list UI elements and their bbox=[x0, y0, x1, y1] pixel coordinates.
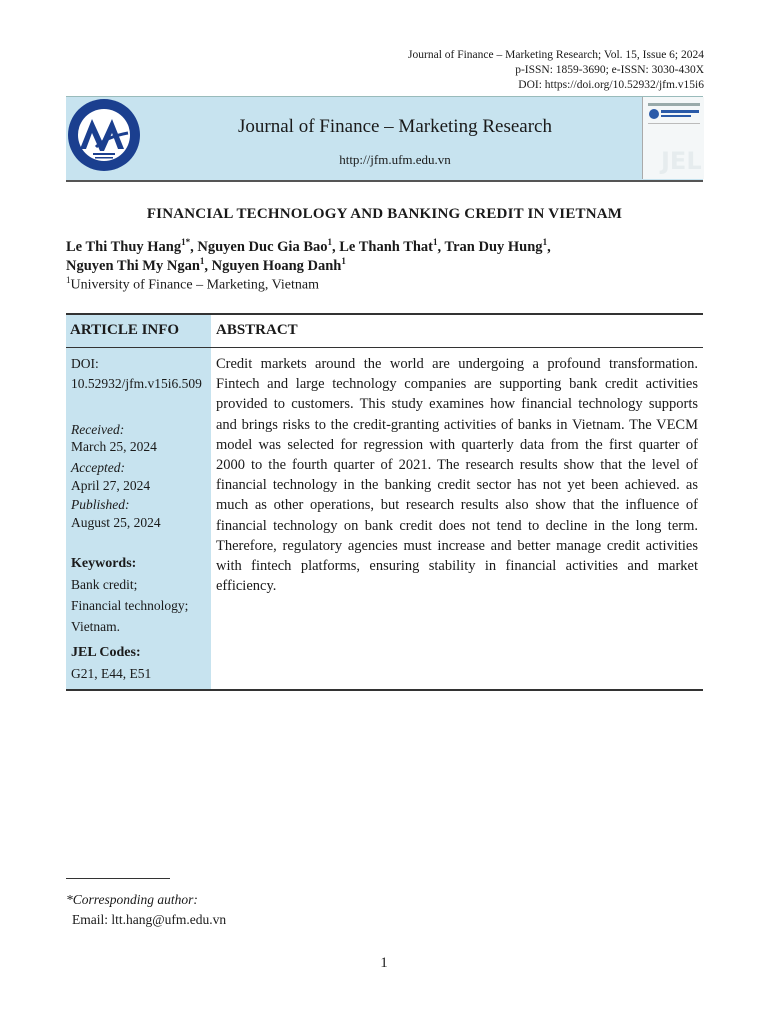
author-name: Nguyen Hoang Danh bbox=[211, 257, 342, 274]
journal-url[interactable]: http://jfm.ufm.edu.vn bbox=[339, 152, 451, 167]
author-affiliation-sup: 1 bbox=[341, 256, 346, 266]
jel-codes-value: G21, E44, E51 bbox=[71, 666, 152, 681]
journal-banner bbox=[66, 96, 703, 181]
received-date: March 25, 2024 bbox=[71, 439, 157, 454]
abstract-heading: ABSTRACT bbox=[216, 322, 298, 338]
author-name: Tran Duy Hung bbox=[444, 238, 543, 255]
journal-citation-line: Journal of Finance – Marketing Research; Vol. 15, Issue 6; 2024 bbox=[408, 49, 704, 61]
author-line-2 bbox=[66, 256, 346, 275]
accepted-label: Accepted: bbox=[71, 460, 125, 475]
received-label: Received: bbox=[71, 422, 125, 437]
banner-divider bbox=[66, 180, 703, 182]
svg-text:JEL: JEL bbox=[661, 147, 702, 175]
keywords-label: Keywords: bbox=[71, 556, 137, 571]
keyword-item: Financial technology; bbox=[71, 598, 189, 613]
author-separator: , bbox=[437, 238, 445, 255]
author-affiliation-sup: 1* bbox=[181, 237, 191, 247]
affiliation-sup: 1 bbox=[66, 275, 71, 285]
author-affiliation-sup: 1 bbox=[327, 237, 332, 247]
affiliation-text: University of Finance – Marketing, Vietnam bbox=[70, 277, 320, 293]
keyword-item: Vietnam. bbox=[71, 619, 121, 634]
published-date: August 25, 2024 bbox=[71, 515, 161, 530]
author-separator: , bbox=[204, 257, 212, 274]
published-label: Published: bbox=[71, 497, 130, 512]
paper-title: FINANCIAL TECHNOLOGY AND BANKING CREDIT IN VIETNAM bbox=[146, 206, 623, 222]
author-name: Le Thi Thuy Hang bbox=[66, 238, 182, 255]
author-name: Nguyen Duc Gia Bao bbox=[197, 238, 328, 255]
footnote-rule bbox=[66, 878, 170, 879]
article-info-heading: ARTICLE INFO bbox=[70, 322, 180, 338]
affiliation bbox=[66, 275, 319, 294]
page-number: 1 bbox=[380, 955, 388, 971]
abstract-text: Credit markets around the world are undergoing a profound transformation. Fintech and large technology companies are supporting bank credit activities provided to customers. This study examines how financial technology supports and brings risks to the credit-granting activities of banks in Vietnam. The VECM model was selected for regression with quarterly data from the first quarter of 2000 to the fourth quarter of 2021. The research results show that the level of financial technology in the banking credit sector has not yet been achieved. as much as other operations, but research results also show that the influence of financial technology on bank credit does not tend to decline in the long term. Therefore, regulatory agencies must increase and better manage credit activities with fintech platforms, ensuring stability in financial activities and market efficiency. bbox=[216, 356, 698, 595]
corresponding-author-label: *Corresponding author: bbox=[66, 892, 198, 907]
journal-cover-thumbnail-icon bbox=[642, 97, 704, 179]
doi-line: DOI: https://doi.org/10.52932/jfm.v15i6 bbox=[518, 79, 704, 91]
journal-title: Journal of Finance – Marketing Research bbox=[238, 116, 552, 137]
table-header-rule bbox=[66, 347, 703, 348]
author-name: Nguyen Thi My Ngan bbox=[66, 257, 200, 274]
author-affiliation-sup: 1 bbox=[542, 237, 548, 247]
author-line-1 bbox=[66, 237, 551, 256]
table-bottom-rule bbox=[66, 689, 703, 691]
author-name: Le Thanh That bbox=[339, 238, 434, 255]
doi-label: DOI: bbox=[71, 356, 99, 371]
accepted-date: April 27, 2024 bbox=[71, 478, 151, 493]
corresponding-author-email[interactable]: Email: ltt.hang@ufm.edu.vn bbox=[72, 912, 227, 927]
jel-codes-label: JEL Codes: bbox=[71, 645, 141, 660]
keyword-item: Bank credit; bbox=[71, 577, 138, 592]
author-separator: , bbox=[332, 238, 340, 255]
doi-value[interactable]: 10.52932/jfm.v15i6.509 bbox=[71, 376, 202, 391]
author-affiliation-sup: 1 bbox=[199, 256, 205, 266]
author-affiliation-sup: 1 bbox=[433, 237, 438, 247]
author-separator: , bbox=[547, 238, 551, 255]
author-separator: , bbox=[190, 238, 198, 255]
university-of-finance-marketing-logo-icon bbox=[66, 97, 144, 175]
issn-line: p-ISSN: 1859-3690; e-ISSN: 3030-430X bbox=[515, 64, 704, 76]
